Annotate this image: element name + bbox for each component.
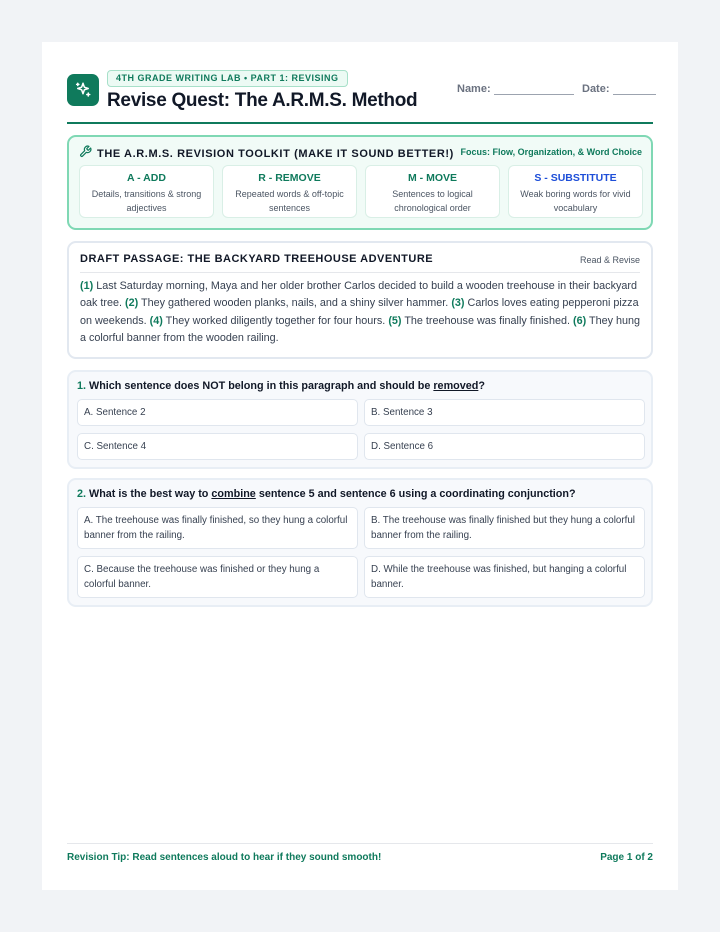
question-number: 2. [77, 488, 87, 500]
answer-option-c[interactable]: C. Because the treehouse was finished or they hung a colorful banner. [77, 556, 358, 598]
arms-card-move [365, 165, 500, 218]
sparkle-icon [67, 74, 99, 106]
grade-badge: 4TH GRADE WRITING LAB • PART 1: REVISING [107, 70, 348, 87]
answer-option-b[interactable]: B. The treehouse was finally finished but they hung a colorful banner from the railing. [364, 507, 645, 549]
toolkit-focus: Focus: Flow, Organization, & Word Choice [460, 147, 642, 157]
arms-cards [79, 165, 643, 218]
card-title: R - REMOVE [258, 172, 321, 184]
sentence-number: (1) [80, 280, 94, 292]
question-1 [67, 370, 653, 469]
card-description: Details, transitions & strong adjectives [91, 189, 202, 213]
card-description: Repeated words & off-topic sentences [235, 189, 344, 213]
sentence-text: They gathered wooden planks, nails, and a shiny silver hammer. [141, 297, 449, 310]
question-prompt: Which sentence does NOT belong in this paragraph and should be [89, 380, 431, 392]
page-title: Revise Quest: The A.R.M.S. Method [107, 90, 418, 111]
sentence-text: They hung a colorful banner from the wooden railing. [80, 314, 641, 345]
question-2 [67, 478, 653, 607]
toolkit-title: THE A.R.M.S. REVISION TOOLKIT (MAKE IT SOUND BETTER!) [97, 148, 454, 160]
sentence-number: (2) [125, 297, 139, 310]
answer-option-a[interactable]: A. Sentence 2 [77, 399, 358, 426]
sentence-text: Last Saturday morning, Maya and her older brother Carlos decided to build a wooden treehouse in their backyard oak tree. [80, 280, 637, 310]
name-blank[interactable] [494, 94, 574, 95]
worksheet-page [42, 42, 678, 890]
question-keyword: combine [211, 488, 256, 500]
question-keyword: removed [433, 380, 479, 392]
page-number: Page 1 of 2 [600, 852, 653, 863]
sentence-number: (5) [388, 314, 402, 327]
name-label: Name: [457, 83, 491, 95]
wrench-icon [79, 145, 92, 163]
sentence-number: (4) [149, 314, 163, 327]
answer-option-c[interactable]: C. Sentence 4 [77, 433, 358, 460]
revision-tip: Revision Tip: Read sentences aloud to hear if they sound smooth! [67, 852, 382, 863]
card-title: S - SUBSTITUTE [534, 172, 617, 184]
question-prompt: What is the best way to [89, 488, 209, 500]
answer-option-a[interactable]: A. The treehouse was finally finished, so they hung a colorful banner from the railing. [77, 507, 358, 549]
arms-card-remove [222, 165, 357, 218]
question-text [77, 488, 576, 500]
card-description: Weak boring words for vivid vocabulary [520, 189, 631, 213]
card-title: A - ADD [127, 172, 166, 184]
answer-option-d[interactable]: D. While the treehouse was finished, but hanging a colorful banner. [364, 556, 645, 598]
name-field[interactable] [457, 83, 574, 95]
answer-option-d[interactable]: D. Sentence 6 [364, 433, 645, 460]
question-number: 1. [77, 380, 87, 392]
card-description: Sentences to logical chronological order [392, 189, 473, 213]
question-suffix: sentence 5 and sentence 6 using a coordinating conjunction? [258, 488, 576, 500]
date-field[interactable] [582, 83, 656, 95]
sentence-text: They worked diligently together for four hours. [165, 314, 386, 327]
question-suffix: ? [478, 380, 485, 392]
revision-toolkit [67, 135, 653, 230]
passage-tag: Read & Revise [579, 255, 640, 265]
sentence-text: Carlos loves eating pepperoni pizza on weekends. [80, 297, 639, 327]
date-blank[interactable] [613, 94, 656, 95]
footer-divider [67, 843, 653, 844]
date-label: Date: [582, 83, 610, 95]
arms-card-substitute [508, 165, 643, 218]
sentence-number: (6) [572, 314, 587, 327]
page-content [67, 42, 653, 890]
card-title: M - MOVE [408, 172, 457, 184]
draft-passage [67, 241, 653, 359]
header-divider [67, 122, 653, 124]
question-text [77, 380, 485, 392]
passage-text [80, 278, 642, 348]
arms-card-add [79, 165, 214, 218]
passage-title: DRAFT PASSAGE: THE BACKYARD TREEHOUSE ADVENTURE [80, 253, 434, 265]
answer-option-b[interactable]: B. Sentence 3 [364, 399, 645, 426]
passage-divider [80, 272, 640, 273]
sentence-text: The treehouse was finally finished. [404, 314, 570, 327]
sentence-number: (3) [451, 297, 465, 310]
